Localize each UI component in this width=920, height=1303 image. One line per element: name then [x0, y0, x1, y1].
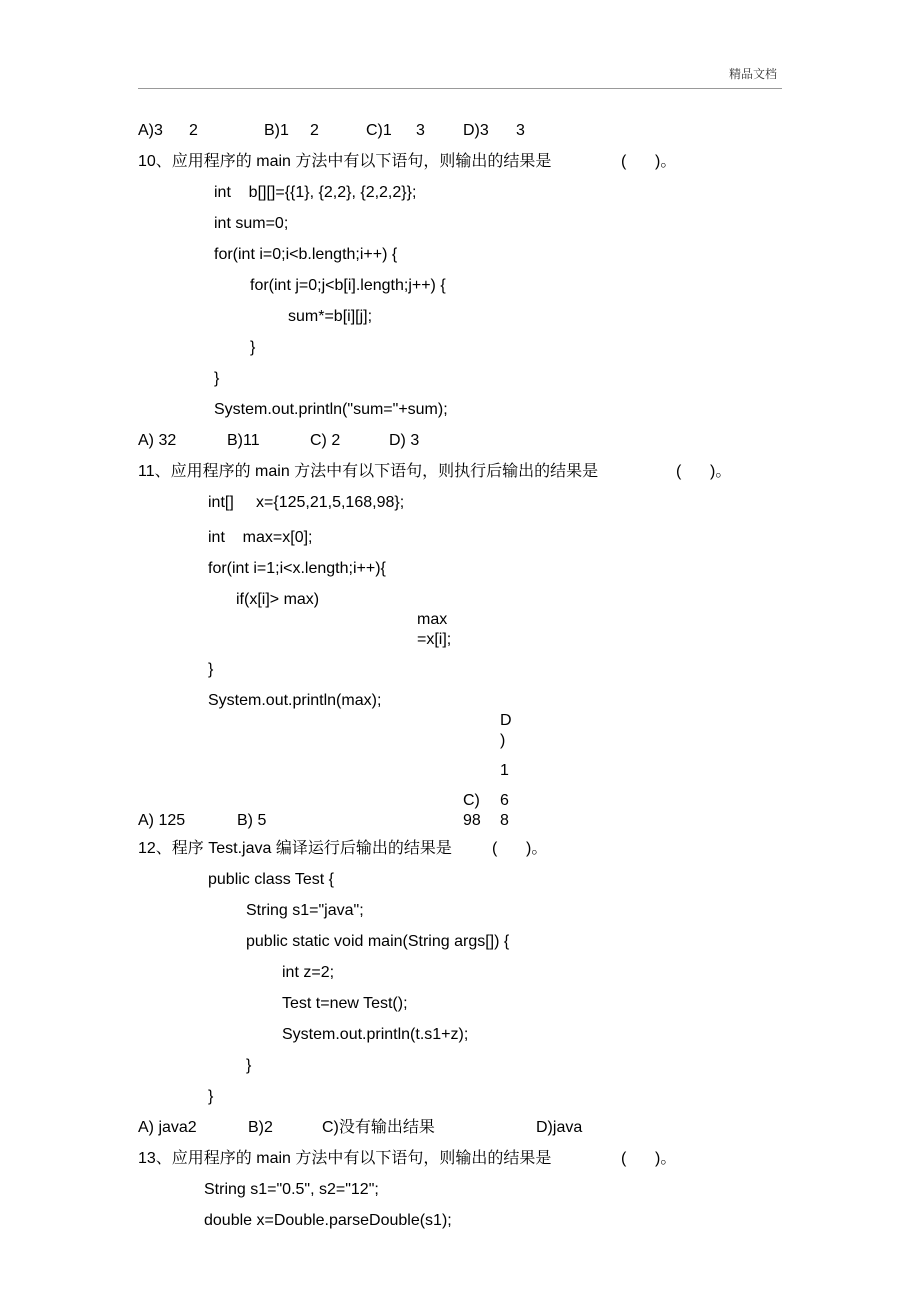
q11-clipped-fragment: 1	[500, 762, 509, 779]
q11-code-line: max	[417, 611, 448, 628]
q11-prompt: 11、应用程序的 main 方法中有以下语句，则执行后输出的结果是	[138, 463, 599, 480]
q10-option-d: D) 3	[389, 432, 420, 449]
q11-option-c-value: 98	[463, 812, 481, 829]
q10-option-b: B)11	[227, 432, 260, 449]
q10-paren-close: )。	[655, 153, 677, 170]
q11-option-c: C)	[463, 792, 480, 809]
q13-code-line: String s1="0.5", s2="12";	[204, 1181, 379, 1198]
q12-prompt: 12、程序 Test.java 编译运行后输出的结果是	[138, 840, 452, 857]
q9-option-a: A)3	[138, 122, 163, 139]
q9-option-c-value: 3	[416, 122, 425, 139]
q11-code-line: if(x[i]> max)	[236, 591, 320, 608]
q11-clipped-fragment: )	[500, 732, 506, 749]
q11-paren-close: )。	[710, 463, 732, 480]
q12-paren-open: (	[492, 840, 498, 857]
q9-option-d: D)3	[463, 122, 489, 139]
q13-code-line: double x=Double.parseDouble(s1);	[204, 1212, 452, 1229]
q10-code-line: sum*=b[i][j];	[288, 308, 373, 325]
q12-paren-close: )。	[526, 840, 548, 857]
q11-option-a: A) 125	[138, 812, 186, 829]
q11-clipped-fragment: 8	[500, 812, 509, 829]
q10-code-line: }	[214, 370, 220, 387]
q12-option-a: A) java2	[138, 1119, 197, 1136]
q12-code-line: String s1="java";	[246, 902, 364, 919]
q10-paren-open: (	[621, 153, 627, 170]
q9-option-a-value: 2	[189, 122, 198, 139]
q11-clipped-fragment: D	[500, 712, 512, 729]
q11-paren-open: (	[676, 463, 682, 480]
q12-code-line: int z=2;	[282, 964, 335, 981]
q11-code-line: for(int i=1;i<x.length;i++){	[208, 560, 386, 577]
q10-code-line: int sum=0;	[214, 215, 289, 232]
q12-option-d: D)java	[536, 1119, 583, 1136]
q11-code-line: =x[i];	[417, 631, 452, 648]
q10-option-a: A) 32	[138, 432, 177, 449]
q10-code-line: System.out.println("sum="+sum);	[214, 401, 448, 418]
q11-code-line: int max=x[0];	[208, 529, 313, 546]
q11-code-line: System.out.println(max);	[208, 692, 382, 709]
q12-code-line: System.out.println(t.s1+z);	[282, 1026, 469, 1043]
q12-code-line: }	[246, 1057, 252, 1074]
q11-option-b: B) 5	[237, 812, 267, 829]
q10-code-line: for(int i=0;i<b.length;i++) {	[214, 246, 398, 263]
q9-option-b-value: 2	[310, 122, 319, 139]
q10-code-line: for(int j=0;j<b[i].length;j++) {	[250, 277, 446, 294]
header-rule	[138, 88, 782, 89]
q13-paren-close: )。	[655, 1150, 677, 1167]
q11-clipped-fragment: 6	[500, 792, 509, 809]
q12-code-line: }	[208, 1088, 214, 1105]
q10-code-line: }	[250, 339, 256, 356]
page-header-label: 精品文档	[729, 67, 778, 81]
q10-option-c: C) 2	[310, 432, 341, 449]
q12-option-c: C)没有输出结果	[322, 1119, 435, 1136]
q9-option-d-value: 3	[516, 122, 525, 139]
q12-code-line: public static void main(String args[]) {	[246, 933, 510, 950]
q10-prompt: 10、应用程序的 main 方法中有以下语句，则输出的结果是	[138, 153, 552, 170]
q9-option-c: C)1	[366, 122, 392, 139]
q12-code-line: public class Test {	[208, 871, 334, 888]
q13-prompt: 13、应用程序的 main 方法中有以下语句，则输出的结果是	[138, 1150, 552, 1167]
q12-code-line: Test t=new Test();	[282, 995, 408, 1012]
q10-code-line: int b[][]={{1}, {2,2}, {2,2,2}};	[214, 184, 417, 201]
q11-code-line: int[] x={125,21,5,168,98};	[208, 494, 405, 511]
q13-paren-open: (	[621, 1150, 627, 1167]
q9-option-b: B)1	[264, 122, 289, 139]
q12-option-b: B)2	[248, 1119, 273, 1136]
q11-code-line: }	[208, 661, 214, 678]
